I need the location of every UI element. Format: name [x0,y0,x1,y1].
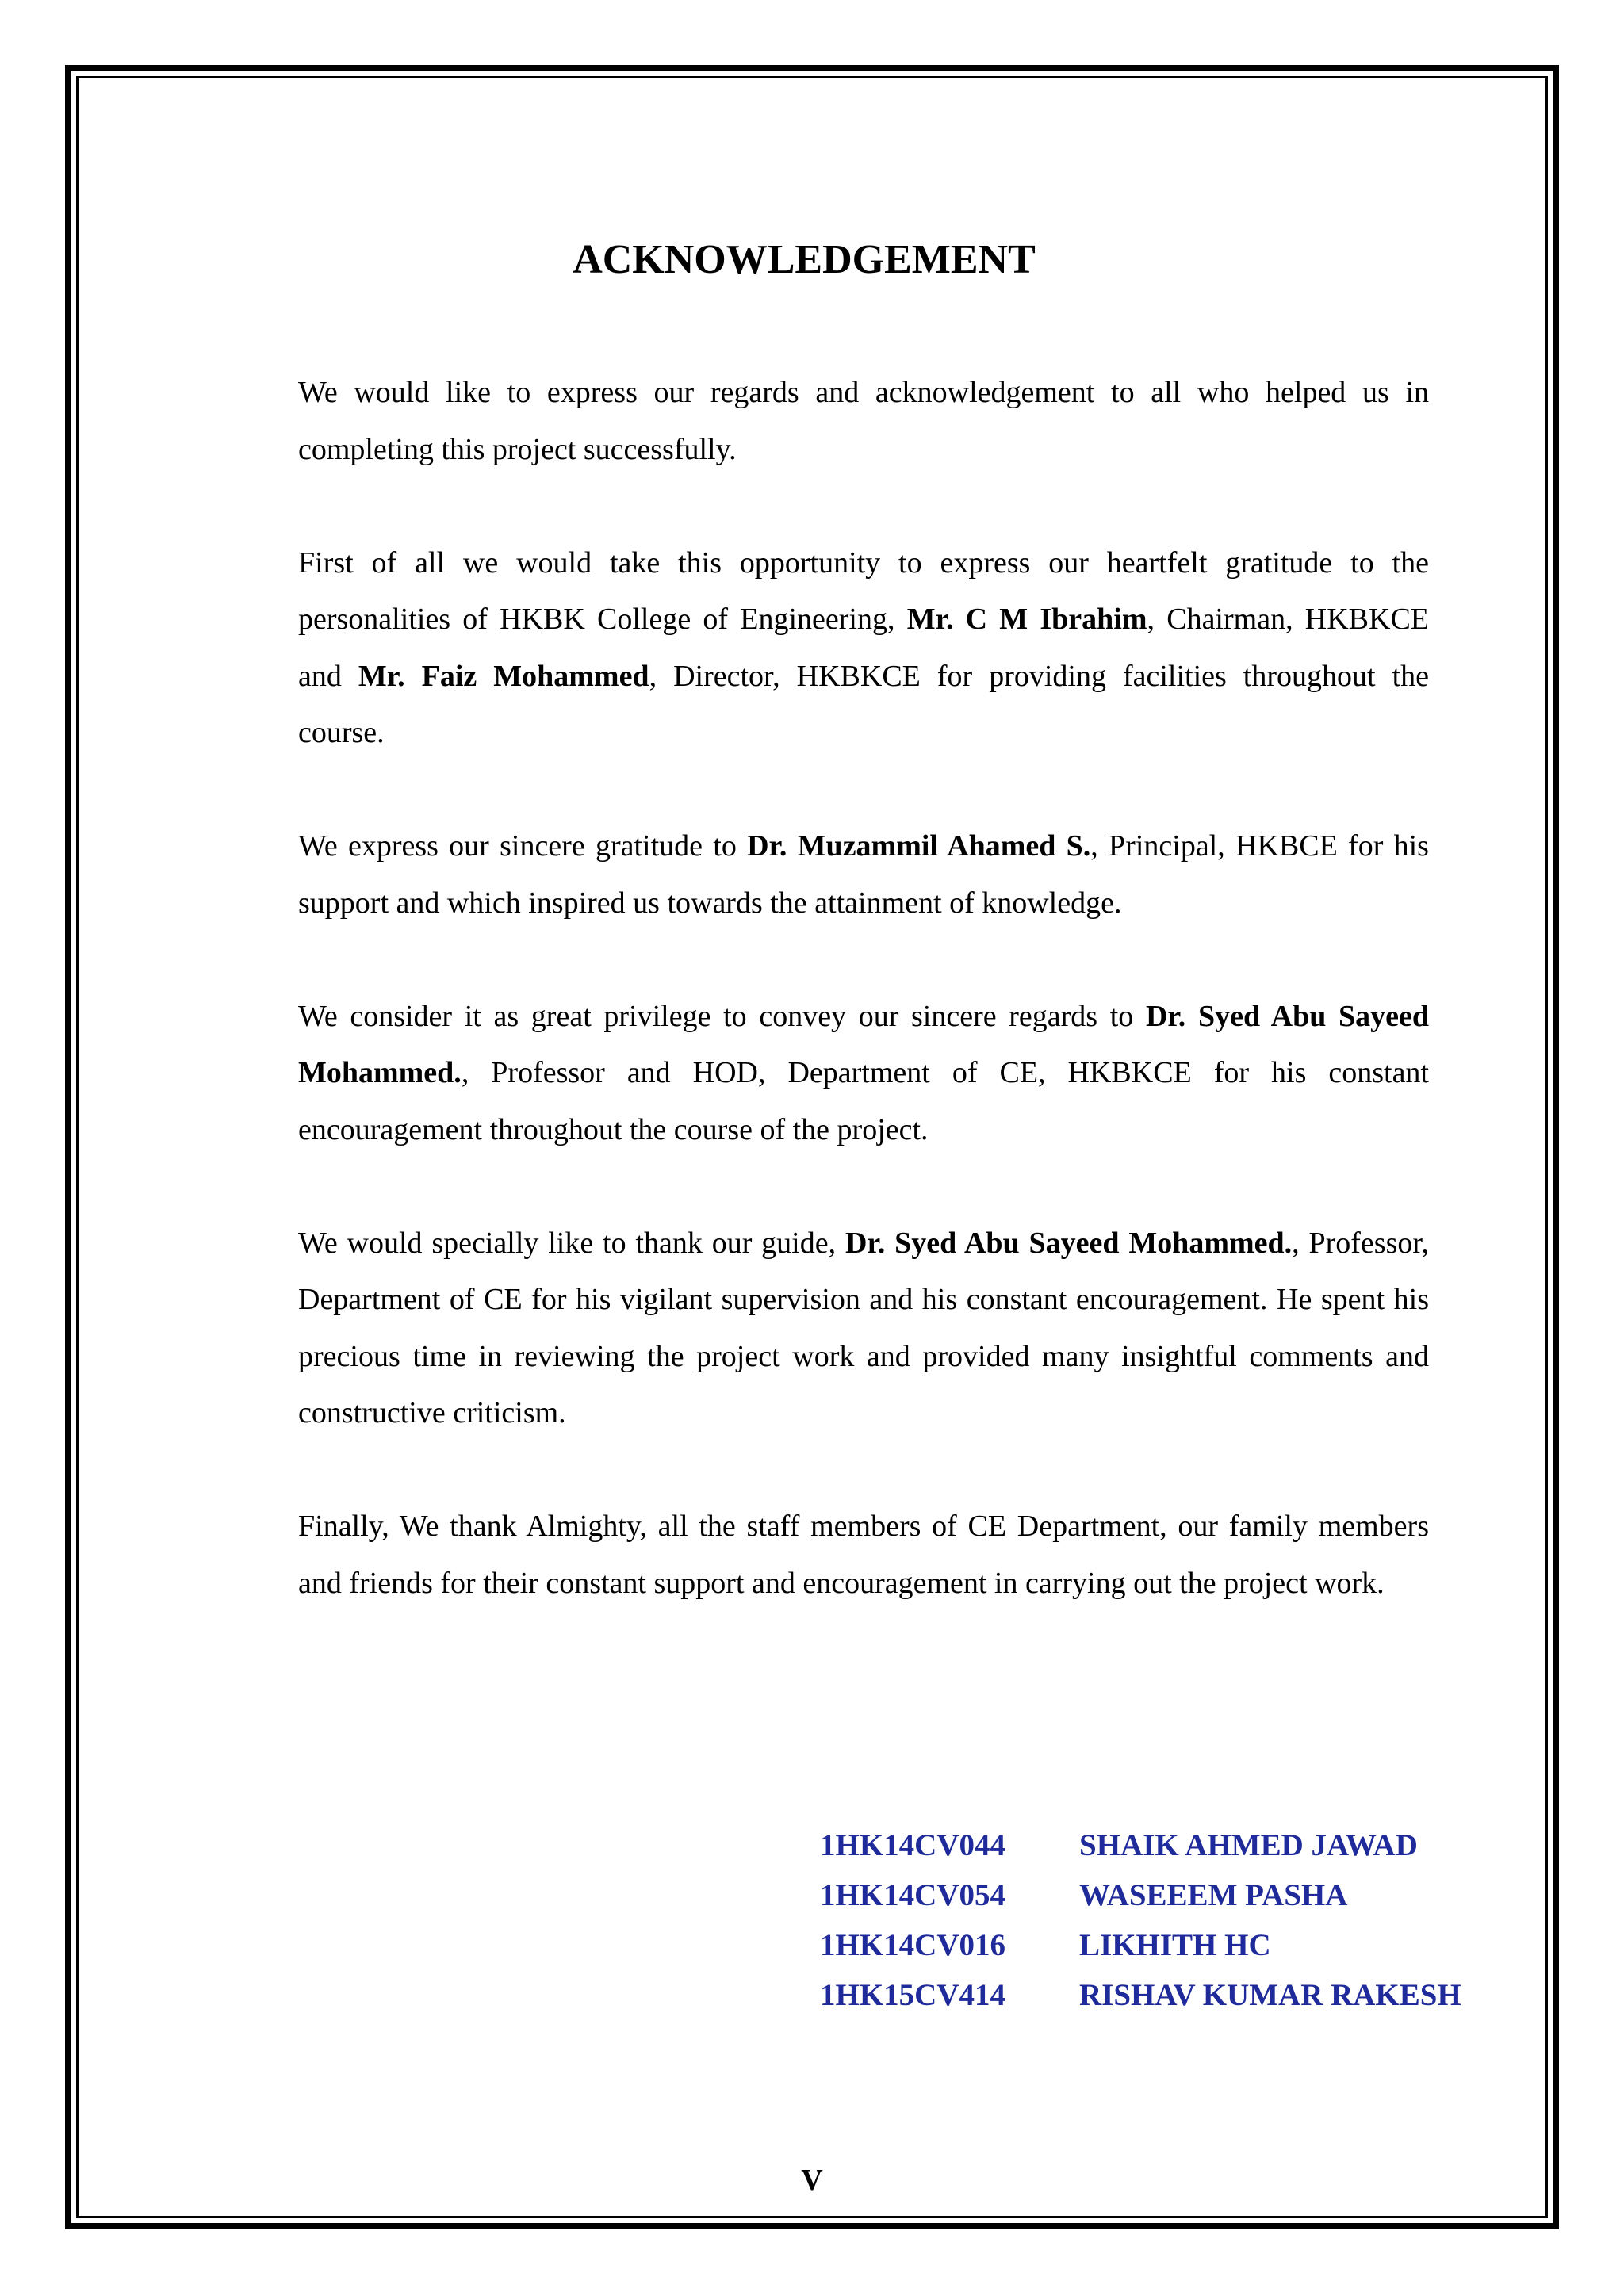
paragraph-final-thanks [298,1498,1429,1612]
page-title: ACKNOWLEDGEMENT [573,237,1036,282]
student-row [820,1920,1461,1970]
guide-name: Dr. Syed Abu Sayeed Mohammed. [845,1226,1293,1260]
paragraph-principal [298,818,1429,932]
student-signature-block [820,1820,1461,2020]
paragraph-text: Finally, We thank Almighty, all the staff members of CE Department, our family members and friends for their constant support and encouragement in carrying out the project work. [298,1510,1429,1600]
paragraph-guide [298,1215,1429,1442]
student-row [820,1820,1461,1870]
student-name: LIKHITH HC [1079,1928,1271,1962]
acknowledgement-body [298,365,1429,1669]
hod-name: Dr. Syed Abu Sayeed Mohammed. [298,999,1429,1089]
student-row [820,1870,1461,1920]
paragraph-text: First of all we would take this opportunity to express our heartfelt gratitude to the personalities of HKBK College of Engineering, [298,545,1429,636]
student-name: WASEEEM PASHA [1079,1878,1348,1912]
paragraph-text: , Director, HKBKCE for providing facilities throughout the course. [298,659,1429,749]
student-usn: 1HK14CV044 [820,1828,1005,1862]
student-usn: 1HK14CV016 [820,1928,1005,1962]
student-usn: 1HK14CV054 [820,1878,1005,1912]
director-name: Mr. Faiz Mohammed [358,659,649,693]
paragraph-text: , Principal, HKBCE for his support and which inspired us towards the attainment of knowledge. [298,829,1429,920]
paragraph-hod [298,989,1429,1159]
paragraph-text: , Professor and HOD, Department of CE, HKBKCE for his constant encouragement throughout the course of the project. [298,1056,1429,1146]
student-name: RISHAV KUMAR RAKESH [1079,1978,1461,2012]
paragraph-college-gratitude [298,535,1429,762]
paragraph-text: We consider it as great privilege to convey our sincere regards to [298,999,1146,1033]
page-number: V [801,2164,823,2197]
paragraph-text: , Chairman, HKBKCE and [298,603,1430,693]
chairman-name: Mr. C M Ibrahim [906,603,1147,636]
student-name: SHAIK AHMED JAWAD [1079,1828,1418,1862]
principal-name: Dr. Muzammil Ahamed S. [747,829,1091,863]
paragraph-text: We would specially like to thank our guide, [298,1226,845,1260]
student-usn: 1HK15CV414 [820,1978,1005,2012]
student-row [820,1970,1461,2020]
paragraph-text: We would like to express our regards and acknowledgement to all who helped us in completing this project successfully. [298,376,1429,466]
paragraph-intro [298,365,1429,478]
paragraph-text: , Professor, Department of CE for his vigilant supervision and his constant encouragement. He spent his precious time in reviewing the project work and provided many insightful comments and constructive criticism. [298,1226,1429,1429]
paragraph-text: We express our sincere gratitude to [298,829,748,863]
